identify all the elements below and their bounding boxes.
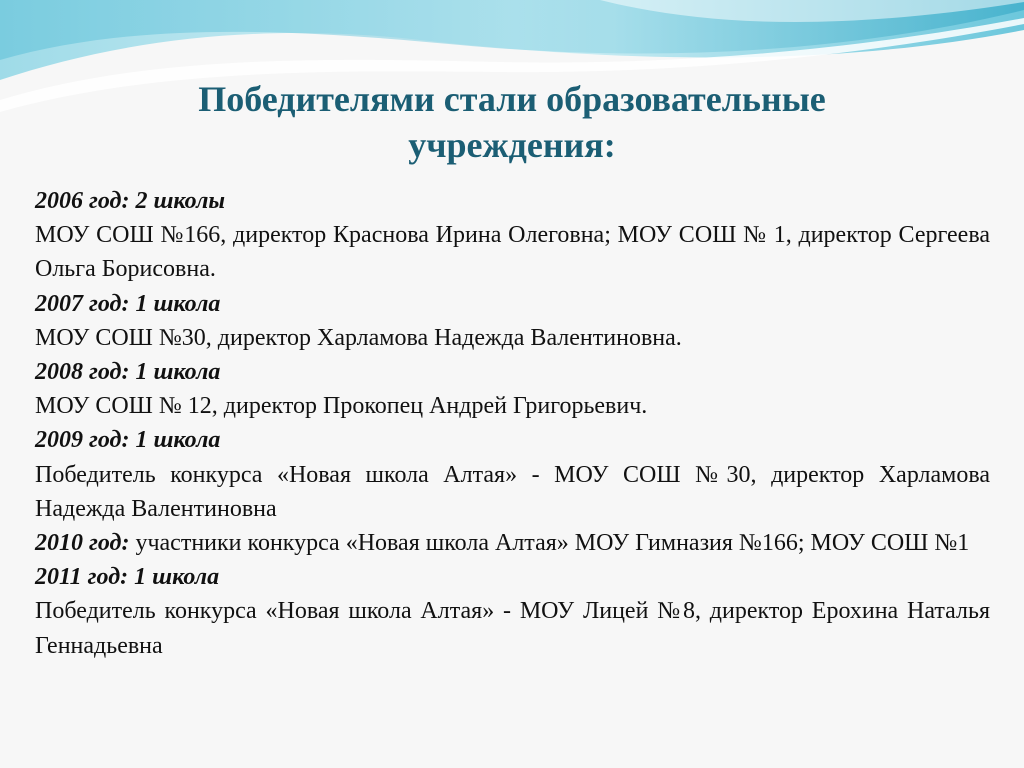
- entry-2010: [35, 526, 990, 560]
- entry-text: МОУ СОШ №30, директор Харламова Надежда Валентиновна.: [35, 324, 682, 351]
- year-label: 2011 год: 1 школа: [35, 564, 220, 591]
- year-label: 2007 год: 1 школа: [35, 290, 221, 317]
- entry-text: участники конкурса «Новая школа Алтая» МОУ Гимназия №166; МОУ СОШ №1: [129, 530, 970, 557]
- slide-title-line2: учреждения:: [408, 125, 616, 165]
- year-heading: [35, 184, 990, 218]
- slide-title-line1: Победителями стали образовательные: [198, 79, 826, 119]
- entry-text: Победитель конкурса «Новая школа Алтая» - МОУ СОШ №30, директор Харламова Надежда Валентиновна: [35, 461, 990, 522]
- year-label: 2010 год:: [35, 530, 130, 557]
- year-heading: [35, 560, 990, 594]
- year-heading: [35, 287, 990, 321]
- year-heading: [35, 355, 990, 389]
- year-label: 2009 год: 1 школа: [35, 427, 221, 454]
- year-heading: [35, 423, 990, 457]
- year-label: 2008 год: 1 школа: [35, 359, 221, 386]
- entry-text: Победитель конкурса «Новая школа Алтая» - МОУ Лицей №8, директор Ерохина Наталья Геннадьевна: [35, 598, 990, 659]
- winners-list: [35, 184, 990, 663]
- year-label: 2006 год: 2 школы: [35, 188, 226, 214]
- slide-title: [60, 76, 964, 168]
- entry-text: МОУ СОШ №166, директор Краснова Ирина Олеговна; МОУ СОШ № 1, директор Сергеева Ольга Борисовна.: [35, 222, 990, 283]
- entry-text: МОУ СОШ № 12, директор Прокопец Андрей Григорьевич.: [35, 393, 648, 420]
